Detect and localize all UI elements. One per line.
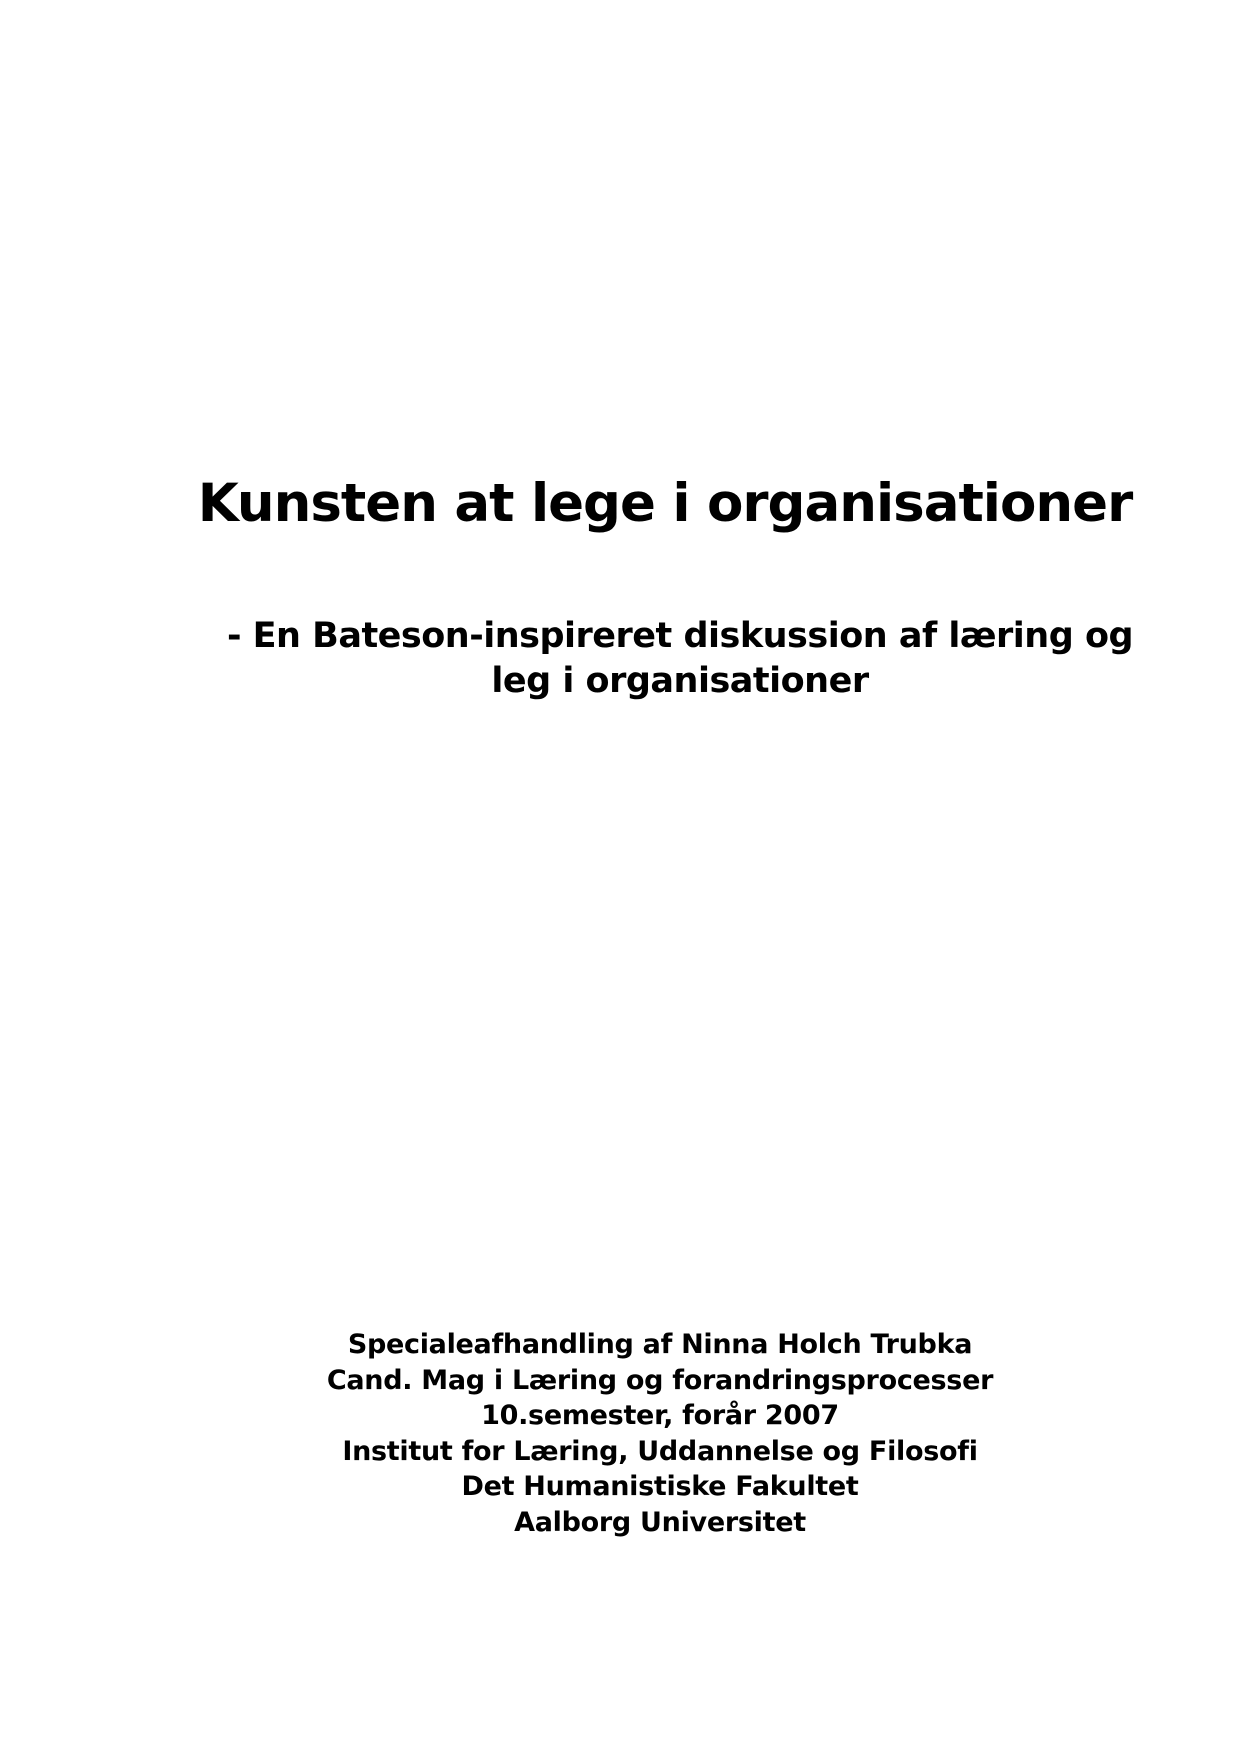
- subtitle-line-2: leg i organisationer: [491, 661, 869, 701]
- document-title: Kunsten at lege i organisationer: [197, 473, 1133, 534]
- institute-line: Institut for Læring, Uddannelse og Filosofi: [342, 1435, 978, 1467]
- university-line: Aalborg Universitet: [514, 1506, 806, 1538]
- semester-line: 10.semester, forår 2007: [481, 1400, 839, 1431]
- thesis-author-line: Specialeafhandling af Ninna Holch Trubka: [347, 1329, 973, 1360]
- thesis-info-block: [300, 1327, 1020, 1540]
- subtitle-line-1: - En Bateson-inspireret diskussion af læring og: [226, 616, 1134, 656]
- document-subtitle: [220, 614, 1140, 704]
- faculty-line: Det Humanistiske Fakultet: [461, 1471, 859, 1502]
- degree-program-line: Cand. Mag i Læring og forandringsprocesser: [326, 1364, 994, 1396]
